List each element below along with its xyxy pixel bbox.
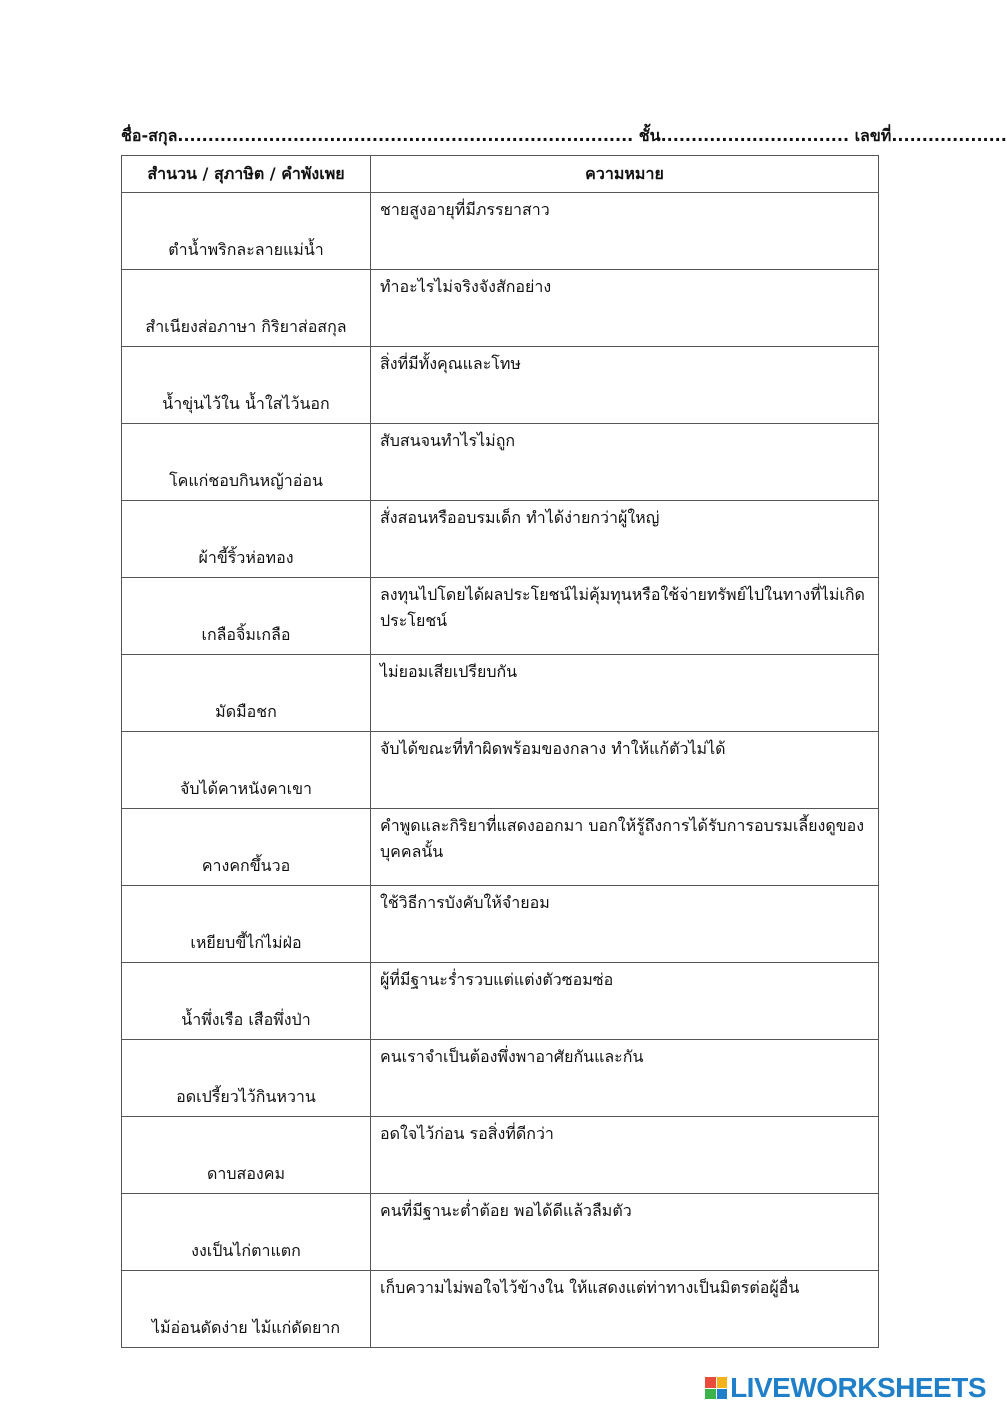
table-row [122, 424, 879, 501]
column-header-meaning: ความหมาย [371, 156, 879, 193]
table-row [122, 1194, 879, 1271]
idiom-cell: น้ำพึ่งเรือ เสือพึ่งป่า [122, 963, 371, 1040]
meaning-cell[interactable]: ใช้วิธีการบังคับให้จำยอม [371, 886, 879, 963]
meaning-cell[interactable]: ผู้ที่มีฐานะร่ำรวบแต่แต่งตัวซอมซ่อ [371, 963, 879, 1040]
table-row [122, 809, 879, 886]
meaning-cell[interactable]: สั่งสอนหรืออบรมเด็ก ทำได้ง่ายกว่าผู้ใหญ่ [371, 501, 879, 578]
idiom-cell: คางคกขึ้นวอ [122, 809, 371, 886]
idiom-cell: เกลือจิ้มเกลือ [122, 578, 371, 655]
idiom-cell: ผ้าขี้ริ้วห่อทอง [122, 501, 371, 578]
idiom-cell: จับได้คาหนังคาเขา [122, 732, 371, 809]
table-row [122, 347, 879, 424]
table-row [122, 501, 879, 578]
meaning-cell[interactable]: ทำอะไรไม่จริงจังสักอย่าง [371, 270, 879, 347]
meaning-cell[interactable]: ชายสูงอายุที่มีภรรยาสาว [371, 193, 879, 270]
student-info-line: ชื่อ-สกุล........................................................................... ชั้น............................... เลขที่................... [121, 126, 1007, 145]
meaning-cell[interactable]: ไม่ยอมเสียเปรียบกัน [371, 655, 879, 732]
idiom-cell: ดาบสองคม [122, 1117, 371, 1194]
logo-square [717, 1377, 728, 1388]
idiom-cell: น้ำขุ่นไว้ใน น้ำใสไว้นอก [122, 347, 371, 424]
meaning-cell[interactable]: สับสนจนทำไรไม่ถูก [371, 424, 879, 501]
table-row [122, 193, 879, 270]
idiom-cell: อดเปรี้ยวไว้กินหวาน [122, 1040, 371, 1117]
table-row [122, 732, 879, 809]
meaning-cell[interactable]: เก็บความไม่พอใจไว้ข้างใน ให้แสดงแต่ท่าทางเป็นมิตรต่อผู้อื่น [371, 1271, 879, 1348]
idiom-cell: เหยียบขี้ไก่ไม่ฝ่อ [122, 886, 371, 963]
idiom-matching-table [121, 155, 879, 1348]
table-row [122, 1040, 879, 1117]
idiom-cell: งงเป็นไก่ตาแตก [122, 1194, 371, 1271]
idiom-cell: โคแก่ชอบกินหญ้าอ่อน [122, 424, 371, 501]
idiom-cell: สำเนียงส่อภาษา กิริยาส่อสกุล [122, 270, 371, 347]
idiom-cell: มัดมือชก [122, 655, 371, 732]
logo-square [717, 1389, 728, 1400]
liveworksheets-logo-icon [705, 1377, 727, 1399]
meaning-cell[interactable]: คนที่มีฐานะต่ำต้อย พอได้ดีแล้วลืมตัว [371, 1194, 879, 1271]
meaning-cell[interactable]: คนเราจำเป็นต้องพึ่งพาอาศัยกันและกัน [371, 1040, 879, 1117]
meaning-cell[interactable]: อดใจไว้ก่อน รอสิ่งที่ดีกว่า [371, 1117, 879, 1194]
meaning-cell[interactable]: คำพูดและกิริยาที่แสดงออกมา บอกให้รู้ถึงการได้รับการอบรมเลี้ยงดูของบุคคลนั้น [371, 809, 879, 886]
column-header-idiom: สำนวน / สุภาษิต / คำพังเพย [122, 156, 371, 193]
table-row [122, 578, 879, 655]
logo-square [705, 1377, 716, 1388]
table-row [122, 1117, 879, 1194]
table-row [122, 655, 879, 732]
idiom-cell: ตำน้ำพริกละลายแม่น้ำ [122, 193, 371, 270]
meaning-cell[interactable]: ลงทุนไปโดยได้ผลประโยชน์ไม่คุ้มทุนหรือใช้จ่ายทรัพย์ไปในทางที่ไม่เกิดประโยชน์ [371, 578, 879, 655]
idiom-cell: ไม้อ่อนดัดง่าย ไม้แก่ดัดยาก [122, 1271, 371, 1348]
table-row [122, 270, 879, 347]
liveworksheets-logo-text: LIVEWORKSHEETS [730, 1372, 986, 1403]
meaning-cell[interactable]: จับได้ขณะที่ทำผิดพร้อมของกลาง ทำให้แก้ตัวไม่ได้ [371, 732, 879, 809]
table-header-row [122, 156, 879, 193]
liveworksheets-logo[interactable] [705, 1372, 986, 1404]
logo-square [705, 1389, 716, 1400]
table-row [122, 1271, 879, 1348]
table-row [122, 886, 879, 963]
meaning-cell[interactable]: สิ่งที่มีทั้งคุณและโทษ [371, 347, 879, 424]
table-row [122, 963, 879, 1040]
